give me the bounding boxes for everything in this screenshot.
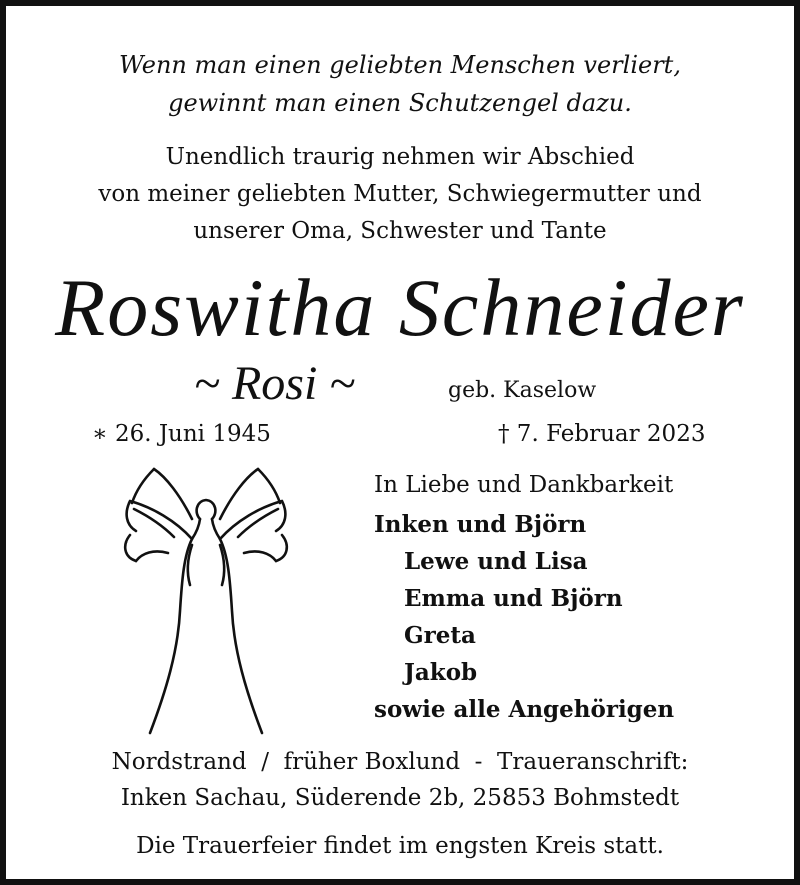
motto-line-2: gewinnt man einen Schutzengel dazu. — [168, 89, 632, 117]
mourner-name: Greta — [404, 622, 476, 649]
deceased-nickname: ~ Rosi ~ — [194, 357, 356, 410]
angel-icon — [116, 461, 296, 736]
mourner-name: sowie alle Angehörigen — [374, 696, 675, 723]
address-line-2: Inken Sachau, Süderende 2b, 25853 Bohmstedt — [120, 785, 680, 811]
mourner-name: Jakob — [404, 659, 478, 686]
deceased-name: Roswitha Schneider — [55, 262, 745, 353]
mourners-list — [374, 464, 674, 728]
funeral-note: Die Trauerfeier findet im engsten Kreis statt. — [136, 833, 664, 859]
birth-name: geb. Kaselow — [448, 378, 597, 403]
mourners-lead: In Liebe und Dankbarkeit — [374, 472, 674, 498]
intro-line-1: Unendlich traurig nehmen wir Abschied — [165, 144, 635, 170]
intro-line-2: von meiner geliebten Mutter, Schwiegermutter und — [98, 181, 702, 207]
motto — [6, 46, 794, 122]
birth-date: ∗ 26. Juni 1945 — [92, 421, 271, 447]
mourner-name: Lewe und Lisa — [404, 548, 588, 575]
mourner-name: Inken und Björn — [374, 511, 587, 538]
death-date: † 7. Februar 2023 — [498, 421, 706, 447]
mourning-address — [6, 744, 794, 816]
mourner-name: Emma und Björn — [404, 585, 623, 612]
address-line-1: Nordstrand / früher Boxlund - Traueranschrift: — [111, 749, 689, 775]
intro-text — [6, 139, 794, 250]
motto-line-1: Wenn man einen geliebten Menschen verliert, — [119, 51, 681, 79]
intro-line-3: unserer Oma, Schwester und Tante — [193, 218, 607, 244]
